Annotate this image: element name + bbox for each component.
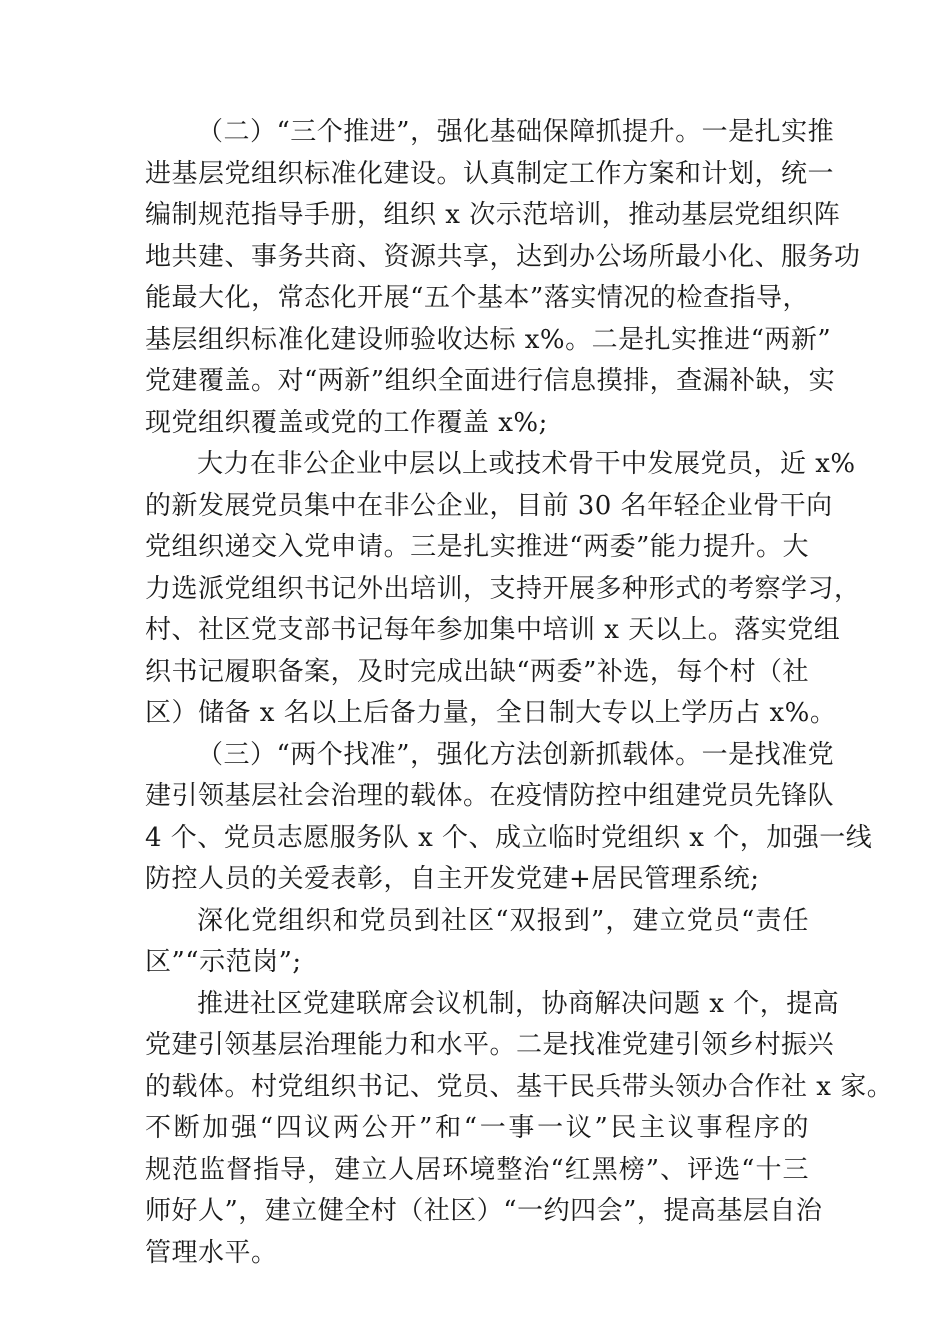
text-line: 党建覆盖。对“两新”组织全面进行信息摸排，查漏补缺，实	[145, 366, 836, 396]
text-line: 不断加强“四议两公开”和“一事一议”民主议事程序的	[145, 1113, 809, 1143]
text-line: 大力在非公企业中层以上或技术骨干中发展党员，近 x%	[197, 449, 856, 479]
paragraph-2	[145, 444, 861, 735]
text-line: （二）“三个推进”，强化基础保障抓提升。一是扎实推	[197, 117, 835, 147]
text-line: 党组织递交入党申请。三是扎实推进“两委”能力提升。大	[145, 532, 809, 562]
text-line: 村、社区党支部书记每年参加集中培训 x 天以上。落实党组	[145, 615, 841, 645]
paragraph-3	[145, 735, 873, 901]
text-line: 基层组织标准化建设师验收达标 x%。二是扎实推进“两新”	[145, 324, 832, 355]
paragraph-1	[145, 112, 861, 444]
text-line: 地共建、事务共商、资源共享，达到办公场所最小化、服务功	[145, 241, 861, 272]
text-line: 推进社区党建联席会议机制，协商解决问题 x 个，提高	[197, 988, 840, 1019]
document-page	[145, 112, 894, 1274]
text-line: 4 个、党员志愿服务队 x 个、成立临时党组织 x 个，加强一线	[145, 822, 873, 853]
text-line: 师好人”，建立健全村（社区）“一约四会”，提高基层自治	[145, 1196, 823, 1226]
text-line: 进基层党组织标准化建设。认真制定工作方案和计划，统一	[145, 158, 835, 189]
text-line: 党建引领基层治理能力和水平。二是找准党建引领乡村振兴	[145, 1030, 835, 1060]
text-line: 防控人员的关爱表彰，自主开发党建+居民管理系统;	[145, 864, 760, 894]
text-line: 编制规范指导手册，组织 x 次示范培训，推动基层党组织阵	[145, 200, 841, 230]
text-line: 织书记履职备案，及时完成出缺“两委”补选，每个村（社	[145, 656, 809, 687]
text-line: 区”“示范岗”;	[145, 947, 302, 977]
text-line: 现党组织覆盖或党的工作覆盖 x%;	[145, 407, 548, 438]
text-line: 规范监督指导，建立人居环境整治“红黑榜”、评选“十三	[145, 1154, 809, 1185]
paragraph-5	[145, 984, 894, 1275]
text-line: 区）储备 x 名以上后备力量，全日制大专以上学历占 x%。	[145, 698, 837, 728]
text-line: 的新发展党员集中在非公企业，目前 30 名年轻企业骨干向	[145, 490, 833, 521]
text-line: （三）“两个找准”，强化方法创新抓载体。一是找准党	[197, 739, 835, 770]
text-line: 深化党组织和党员到社区“双报到”，建立党员“责任	[197, 905, 809, 936]
text-line: 建引领基层社会治理的载体。在疫情防控中组建党员先锋队	[145, 781, 835, 811]
text-line: 管理水平。	[145, 1237, 278, 1268]
text-line: 能最大化，常态化开展“五个基本”落实情况的检查指导，	[145, 283, 809, 313]
text-line: 的载体。村党组织书记、党员、基干民兵带头领办合作社 x 家。	[145, 1071, 894, 1102]
paragraph-4	[145, 901, 809, 984]
text-line: 力选派党组织书记外出培训，支持开展多种形式的考察学习，	[145, 573, 861, 604]
